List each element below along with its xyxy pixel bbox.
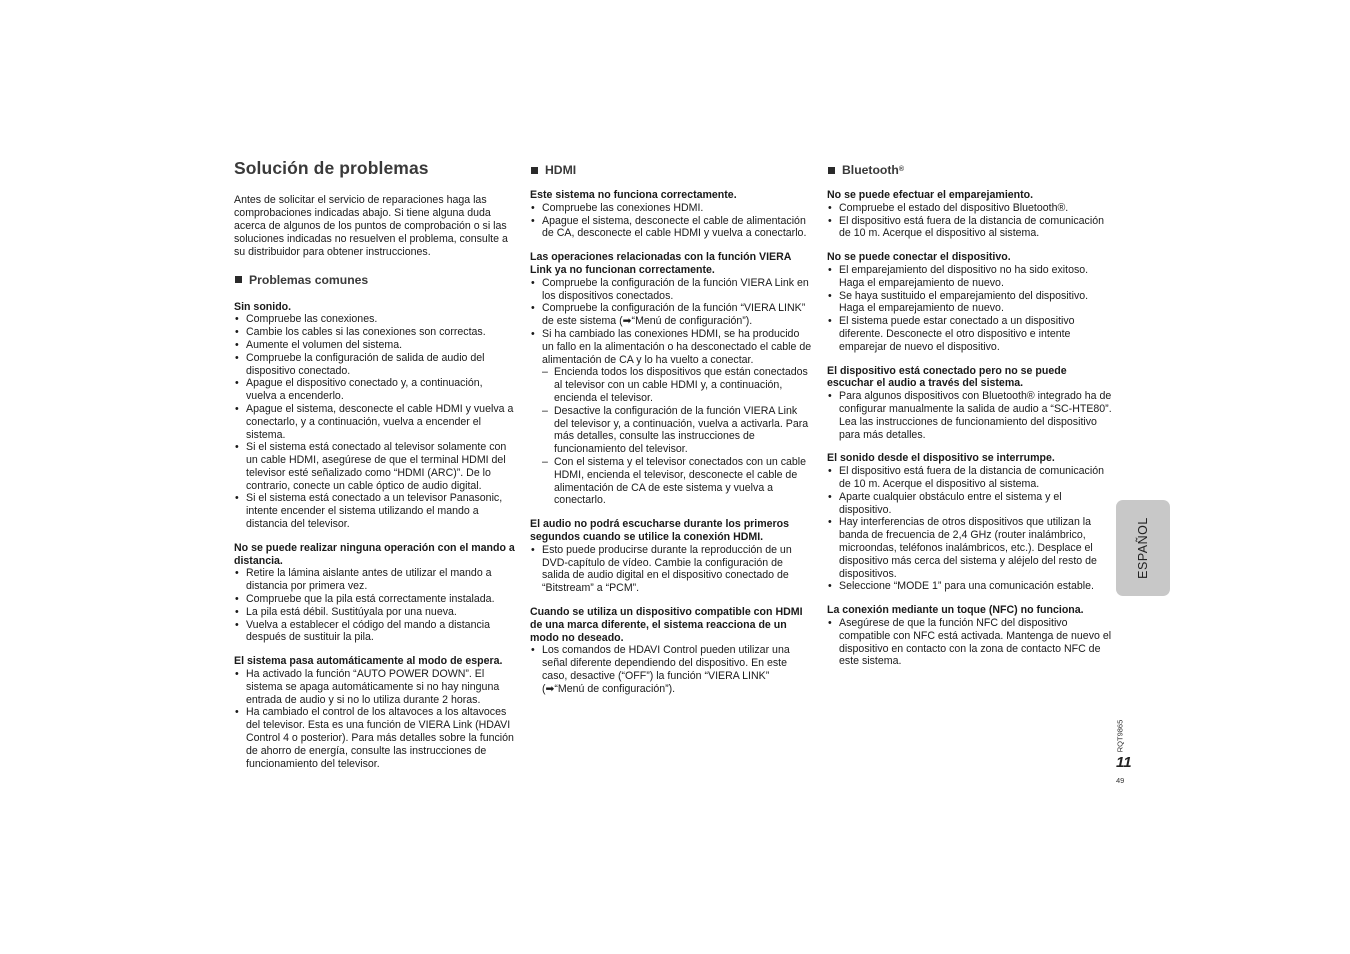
solution-text: Compruebe que la pila está correctamente instalada. — [246, 593, 495, 606]
solution-item — [530, 328, 812, 507]
solution-item — [234, 593, 516, 606]
problem-title: Las operaciones relacionadas con la función VIERA Link ya no funcionan correctamente. — [530, 251, 791, 276]
solution-item — [530, 644, 812, 695]
section-heading: Bluetooth ® — [827, 163, 1112, 177]
problem-group — [827, 452, 1112, 593]
solution-text: Hay interferencias de otros dispositivos que utilizan la banda de frecuencia de 2,4 GHz (router inalámbrico, microondas, teléfonos inalámbricos, etc.). Desplace el dispositivo más cerca del sistema y aléjelo del resto de dispositivos. — [839, 516, 1097, 580]
sub-step-item: – Encienda todos los dispositivos que están conectados al televisor con un cable HDMI y, a continuación, encienda el televisor. — [542, 366, 812, 404]
solution-item — [234, 352, 516, 378]
solution-text: Seleccione “MODE 1” para una comunicación estable. — [839, 580, 1094, 593]
problem-group — [827, 365, 1112, 442]
solution-list — [827, 465, 1112, 593]
solution-item — [827, 617, 1112, 668]
solution-item — [234, 567, 516, 593]
solution-list — [827, 202, 1112, 240]
solution-list — [234, 313, 516, 531]
problem-group — [827, 251, 1112, 353]
solution-text: Aparte cualquier obstáculo entre el sistema y el dispositivo. — [839, 490, 1062, 516]
solution-list — [530, 202, 812, 240]
solution-item — [827, 202, 1112, 215]
problem-title: Cuando se utiliza un dispositivo compatible con HDMI de una marca diferente, el sistema reacciona de un modo no deseado. — [530, 605, 803, 644]
solution-text: Apague el dispositivo conectado y, a continuación, vuelva a encenderlo. — [246, 377, 483, 403]
sub-step-item: – Con el sistema y el televisor conectados con un cable HDMI, encienda el televisor, desconecte el cable de alimentación de CA de este sistema y vuelva a conectarlo. — [542, 456, 812, 507]
solution-text: Los comandos de HDAVI Control pueden utilizar una señal diferente dependiendo del dispositivo. En este caso, desactive (“OFF”) la función “VIERA LINK” (➡“Menú de configuración”). — [542, 644, 790, 695]
solution-list — [234, 567, 516, 644]
solution-text: El dispositivo está fuera de la distancia de comunicación de 10 m. Acerque el dispositivo al sistema. — [839, 214, 1104, 240]
section-heading-text: HDMI — [545, 163, 577, 177]
solution-text: Si el sistema está conectado a un televisor Panasonic, intente encender el sistema utilizando el mando a distancia del televisor. — [246, 492, 503, 531]
solution-text: El dispositivo está fuera de la distancia de comunicación de 10 m. Acerque el dispositivo al sistema. — [839, 465, 1104, 490]
solution-text: Compruebe el estado del dispositivo Bluetooth®. — [839, 201, 1069, 214]
solution-item — [234, 619, 516, 645]
solution-item — [827, 215, 1112, 241]
solution-list — [827, 390, 1112, 441]
solution-text: Apague el sistema, desconecte el cable HDMI y vuelva a conectarlo, y a continuación, vuelva a encender el sistema. — [246, 402, 514, 441]
problem-title: No se puede efectuar el emparejamiento. — [827, 189, 1034, 201]
solution-text: Si el sistema está conectado al televisor solamente con un cable HDMI, asegúrese de que el terminal HDMI del televisor esté señalizado como “HDMI (ARC)”. De lo contrario, conecte un cable óptico de audio digital. — [246, 441, 507, 492]
solution-item — [234, 339, 516, 352]
solution-text: Cambie los cables si las conexiones son correctas. — [246, 326, 486, 339]
solution-text: Se haya sustituido el emparejamiento del dispositivo. Haga el emparejamiento de nuevo. — [839, 289, 1089, 315]
problem-group — [234, 655, 516, 770]
sub-step-item: – Desactive la configuración de la función VIERA Link del televisor y, a continuación, vuelva a activarla. Para más detalles, consulte las instrucciones de funcionamiento del televisor. — [542, 405, 812, 456]
page-number: 11 — [1116, 754, 1132, 771]
column-left — [234, 158, 516, 781]
solution-item — [234, 668, 516, 706]
solution-text: Para algunos dispositivos con Bluetooth® integrado ha de configurar manualmente la salida de audio a “SC-HTE80”. Lea las instrucciones de funcionamiento del dispositivo para más detalles. — [839, 390, 1112, 441]
solution-text: Compruebe la configuración de la función “VIERA LINK” de este sistema (➡“Menú de configuración”). — [542, 302, 806, 328]
solution-text: Compruebe la configuración de salida de audio del dispositivo conectado. — [246, 351, 485, 377]
solution-item — [234, 326, 516, 339]
solution-text: Aumente el volumen del sistema. — [246, 338, 403, 351]
solution-item — [530, 202, 812, 215]
section-heading — [234, 273, 516, 287]
solution-text: El sistema puede estar conectado a un dispositivo diferente. Desconecte el otro dispositivo e intente emparejar de nuevo el dispositivo. — [839, 315, 1075, 353]
problem-group — [827, 189, 1112, 240]
solution-item — [234, 377, 516, 403]
document-code-text: RQT9865 — [1115, 719, 1125, 753]
solution-list — [530, 277, 812, 507]
solution-text: Apague el sistema, desconecte el cable de alimentación de CA, desconecte el cable HDMI y vuelva a conectarlo. — [542, 214, 807, 240]
problem-group — [234, 542, 516, 644]
solution-list — [530, 544, 812, 595]
square-bullet-icon — [828, 167, 835, 174]
solution-text: Compruebe la configuración de la función VIERA Link en los dispositivos conectados. — [542, 276, 809, 302]
solution-item — [827, 390, 1112, 441]
solution-item — [234, 441, 516, 492]
solution-item — [827, 516, 1112, 580]
problem-title: El dispositivo está conectado pero no se puede escuchar el audio a través del sistema. — [827, 364, 1067, 390]
problem-group — [530, 606, 812, 696]
square-bullet-icon — [531, 167, 538, 174]
solution-item — [530, 544, 812, 595]
solution-text: Compruebe las conexiones. — [246, 313, 378, 326]
solution-list — [234, 668, 516, 770]
solution-item — [827, 465, 1112, 491]
solution-text: Compruebe las conexiones HDMI. — [542, 201, 704, 214]
problem-title: Sin sonido. — [234, 300, 292, 313]
solution-item — [234, 313, 516, 326]
page-title: Solución de problemas — [234, 158, 429, 178]
section-problemas-comunes — [234, 273, 516, 771]
problem-group — [530, 251, 812, 507]
intro-paragraph: Antes de solicitar el servicio de reparaciones haga las comprobaciones indicadas abajo. Si tiene alguna duda acerca de algunos de los puntos de comprobación o si las soluciones indicadas no resuelven el problema, consulte a su distribuidor para obtener instrucciones. — [234, 194, 508, 258]
solution-list — [827, 264, 1112, 354]
solution-item — [827, 264, 1112, 290]
solution-text: La pila está débil. Sustitúyala por una nueva. — [246, 605, 457, 618]
solution-item — [234, 492, 516, 530]
page-sub-number: 49 — [1116, 776, 1125, 785]
solution-item — [234, 606, 516, 619]
solution-item — [234, 403, 516, 441]
solution-item — [827, 580, 1112, 593]
solution-item — [234, 706, 516, 770]
solution-text: Si ha cambiado las conexiones HDMI, se ha producido un fallo en la alimentación o ha desconectado el cable de alimentación de CA y lo ha vuelto a conectar. — [542, 327, 812, 366]
problem-title: No se puede conectar el dispositivo. — [827, 251, 1011, 264]
section-heading-text: Bluetooth — [842, 163, 899, 177]
column-right — [827, 158, 1112, 679]
solution-item — [530, 277, 812, 303]
solution-list — [827, 617, 1112, 668]
problem-group — [530, 518, 812, 595]
solution-text: Vuelva a establecer el código del mando a distancia después de sustituir la pila. — [246, 618, 491, 644]
solution-text: Ha activado la función “AUTO POWER DOWN”. El sistema se apaga automáticamente si no hay ninguna entrada de audio y si no lo utiliza durante 2 horas. — [246, 668, 500, 706]
problem-title: El sonido desde el dispositivo se interrumpe. — [827, 452, 1055, 465]
problem-title: La conexión mediante un toque (NFC) no funciona. — [827, 604, 1084, 617]
problem-group — [234, 301, 516, 531]
language-tab — [1116, 500, 1170, 596]
solution-item — [530, 215, 812, 241]
section-heading-text: Problemas comunes — [249, 272, 369, 287]
language-tab-label: ESPAÑOL — [1136, 517, 1150, 579]
solution-text: Asegúrese de que la función NFC del dispositivo compatible con NFC está activada. Mantenga de nuevo el dispositivo en contacto con la zona de contacto NFC de este sistema. — [839, 616, 1112, 668]
solution-text: Ha cambiado el control de los altavoces a los altavoces del televisor. Esta es una función de VIERA Link (HDAVI Control 4 o posterior). Para más detalles sobre la función de ahorro de energía, consulte las instrucciones de funcionamiento del televisor. — [246, 706, 514, 770]
solution-item — [827, 290, 1112, 316]
section-heading — [530, 163, 812, 177]
column-middle — [530, 158, 812, 706]
solution-text: Retire la lámina aislante antes de utilizar el mando a distancia por primera vez. — [246, 567, 492, 593]
solution-item — [827, 491, 1112, 517]
document-code — [1113, 718, 1127, 754]
solution-text: Esto puede producirse durante la reproducción de un DVD-capítulo de vídeo. Cambie la configuración de salida de audio digital en el dispositivo conectado de “Bitstream” a “PCM”. — [542, 543, 792, 595]
problem-title: El sistema pasa automáticamente al modo de espera. — [234, 655, 503, 668]
solution-item — [827, 315, 1112, 353]
square-bullet-icon — [235, 276, 242, 283]
section-bluetooth — [827, 163, 1112, 668]
section-hdmi — [530, 163, 812, 695]
problem-title: No se puede realizar ninguna operación con el mando a distancia. — [234, 541, 515, 567]
problem-title: El audio no podrá escucharse durante los primeros segundos cuando se utilice la conexión HDMI. — [530, 518, 790, 543]
solution-item — [530, 302, 812, 328]
problem-group — [827, 604, 1112, 668]
solution-list — [530, 644, 812, 695]
problem-group — [530, 189, 812, 240]
sub-step-list — [542, 366, 812, 507]
problem-title: Este sistema no funciona correctamente. — [530, 189, 737, 201]
solution-text: El emparejamiento del dispositivo no ha sido exitoso. Haga el emparejamiento de nuevo. — [839, 263, 1089, 289]
